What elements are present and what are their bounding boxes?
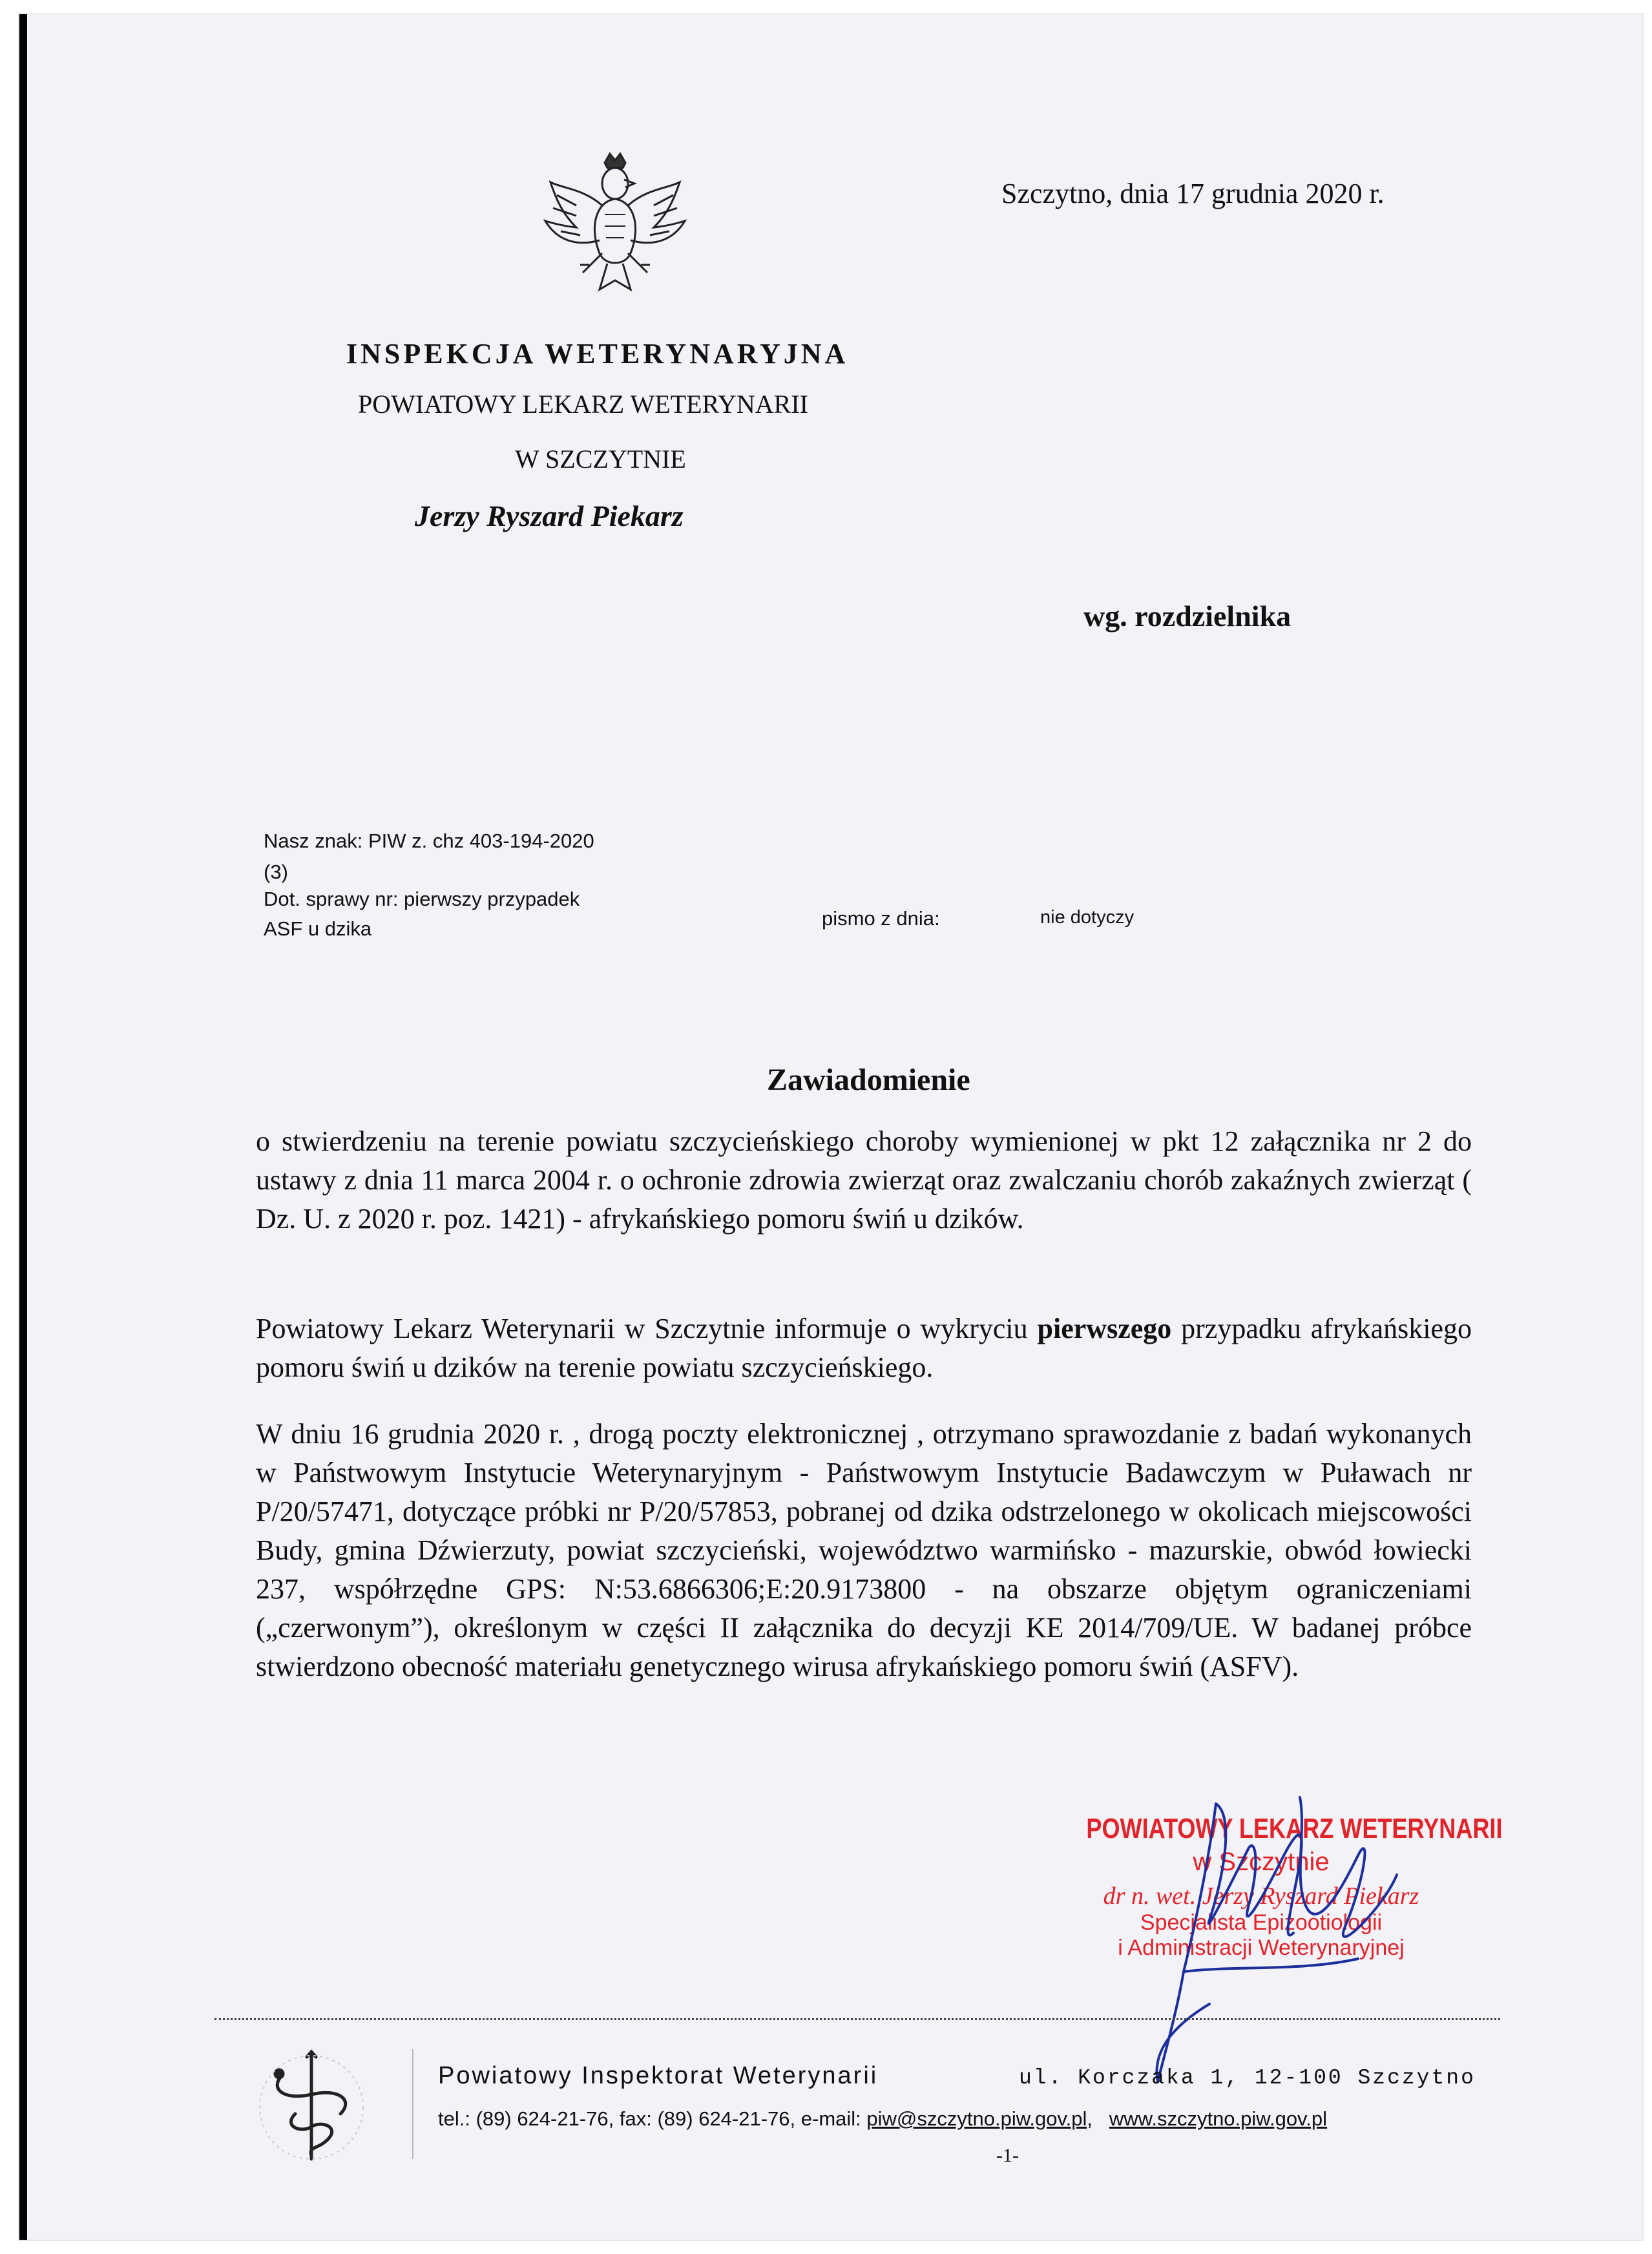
officer-name: Jerzy Ryszard Piekarz: [415, 499, 684, 532]
stamp-office: POWIATOWY LEKARZ WETERYNARII: [1086, 1813, 1503, 1844]
paragraph-2: [256, 1310, 1472, 1387]
office-location: W SZCZYTNIE: [515, 444, 686, 474]
paragraph-2-text-end: przypadku afrykańskiego pomoru świń u dzików na terenie powiatu szczycieńskiego.: [256, 1313, 1472, 1383]
paragraph-3: W dniu 16 grudnia 2020 r. , drogą poczty elektronicznej , otrzymano sprawozdanie z badań wykonanych w Państwowym Instytucie Weterynaryjnym - Państwowym Instytucie Badawczym w Puławach nr P/20/57471, dotyczące próbki nr P/20/57853, pobranej od dzika odstrzelonego w okolicach miejscowości Budy, gmina Dźwierzuty, powiat szczycieński, województwo warmińsko - mazurskie, obwód łowiecki 237, współrzędne GPS: N:53.6866306;E:20.9173800 - na obszarze objętym ograniczeniami („czerwonym”), określonym w części II załącznika do decyzji KE 2014/709/UE. W badanej próbce stwierdzono obecność materiału genetycznego wirusa afrykańskiego pomoru świń (ASFV).: [256, 1418, 1472, 1682]
stamp-location: w Szczytnie: [1193, 1848, 1330, 1876]
document-page: [19, 14, 1642, 2240]
recipient: wg. rozdzielnika: [1083, 600, 1291, 632]
reference-number: Nasz znak: PIW z. chz 403-194-2020: [264, 830, 594, 852]
letter-date-label: pismo z dnia:: [822, 907, 940, 930]
case-reference-cont: ASF u dzika: [264, 917, 372, 940]
paragraph-2-text-start: Powiatowy Lekarz Weterynarii w Szczytnie informuje o wykryciu: [256, 1313, 1038, 1344]
footer-website-link[interactable]: www.szczytno.piw.gov.pl: [1109, 2107, 1328, 2130]
letter-date-value: nie dotyczy: [1040, 907, 1134, 928]
polish-eagle-emblem: [538, 143, 693, 324]
stamp-specialty: Specjalista Epizootiologii: [1140, 1910, 1383, 1935]
document-date: Szczytno, dnia 17 grudnia 2020 r.: [1001, 178, 1385, 209]
footer-office-name: Powiatowy Inspektorat Weterynarii: [438, 2062, 879, 2089]
footer-divider: [214, 2018, 1500, 2020]
footer-separator: [412, 2049, 413, 2159]
reference-number-cont: (3): [264, 861, 288, 883]
page-number: -1-: [996, 2145, 1019, 2166]
stamp-name: dr n. wet. Jerzy Ryszard Piekarz: [1103, 1883, 1419, 1910]
footer-address: ul. Korczaka 1, 12-100 Szczytno: [1019, 2066, 1476, 2090]
handwritten-signature: [1086, 1778, 1503, 2088]
paragraph-2-emphasis: pierwszego: [1037, 1313, 1172, 1344]
document-title: Zawiadomienie: [767, 1063, 970, 1097]
footer-contact: [438, 2107, 1327, 2131]
stamp-specialty-cont: i Administracji Weterynaryjnej: [1118, 1936, 1405, 1960]
paragraph-1: o stwierdzeniu na terenie powiatu szczycieńskiego choroby wymienionej w pkt 12 załącznika nr 2 do ustawy z dnia 11 marca 2004 r. o ochronie zdrowia zwierząt oraz zwalczaniu chorób zakaźnych zwierząt ( Dz. U. z 2020 r. poz. 1421) - afrykańskiego pomoru świń u dzików.: [256, 1125, 1472, 1235]
veterinary-caduceus-logo: [256, 2049, 366, 2165]
institution-name: INSPEKCJA WETERYNARYJNA: [346, 338, 849, 370]
footer-phone-fax: tel.: (89) 624-21-76, fax: (89) 624-21-76, e-mail:: [438, 2107, 867, 2130]
office-title: POWIATOWY LEKARZ WETERYNARII: [358, 390, 808, 419]
footer-email-link[interactable]: piw@szczytno.piw.gov.pl,: [866, 2107, 1093, 2130]
case-reference: Dot. sprawy nr: pierwszy przypadek: [264, 888, 580, 910]
